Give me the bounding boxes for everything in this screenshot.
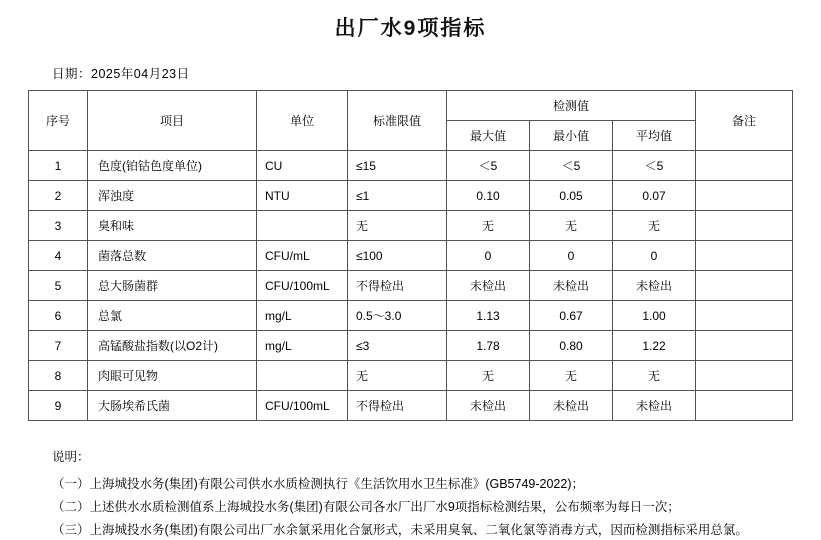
- cell-limit: 不得检出: [348, 391, 447, 421]
- table-row: [29, 151, 793, 181]
- notes-section: [52, 447, 821, 540]
- cell-unit: mg/L: [257, 331, 348, 361]
- cell-min: 0.05: [530, 181, 613, 211]
- table-row: [29, 181, 793, 211]
- note-line: （二）上述供水水质检测值系上海城投水务(集团)有限公司各水厂出厂水9项指标检测结果，公布频率为每日一次；: [52, 500, 680, 514]
- cell-remark: [696, 271, 793, 301]
- cell-remark: [696, 241, 793, 271]
- cell-min: 未检出: [530, 271, 613, 301]
- cell-limit: 不得检出: [348, 271, 447, 301]
- cell-remark: [696, 361, 793, 391]
- cell-min: 无: [530, 361, 613, 391]
- cell-max: 1.13: [447, 301, 530, 331]
- report-date: 日期：2025年04月23日: [52, 67, 190, 81]
- cell-avg: 1.00: [613, 301, 696, 331]
- cell-limit: 无: [348, 361, 447, 391]
- cell-max: 0.10: [447, 181, 530, 211]
- header-limit: 标准限值: [348, 91, 447, 151]
- cell-item: 高锰酸盐指数(以O2计): [88, 331, 257, 361]
- cell-remark: [696, 301, 793, 331]
- cell-no: 2: [29, 181, 88, 211]
- cell-avg: 无: [613, 211, 696, 241]
- cell-min: 0: [530, 241, 613, 271]
- cell-remark: [696, 331, 793, 361]
- notes-title: 说明：: [52, 450, 90, 464]
- cell-unit: CFU/100mL: [257, 391, 348, 421]
- header-detected-value: 检测值: [447, 91, 696, 121]
- cell-no: 7: [29, 331, 88, 361]
- cell-unit: CFU/mL: [257, 241, 348, 271]
- table-row: [29, 331, 793, 361]
- cell-item: 肉眼可见物: [88, 361, 257, 391]
- header-no: 序号: [29, 91, 88, 151]
- cell-unit: [257, 211, 348, 241]
- cell-avg: 0: [613, 241, 696, 271]
- table-body: [29, 151, 793, 421]
- cell-no: 5: [29, 271, 88, 301]
- cell-min: 无: [530, 211, 613, 241]
- cell-avg: 未检出: [613, 391, 696, 421]
- cell-avg: ＜5: [613, 151, 696, 181]
- cell-max: ＜5: [447, 151, 530, 181]
- cell-limit: ≤15: [348, 151, 447, 181]
- cell-unit: CFU/100mL: [257, 271, 348, 301]
- cell-limit: ≤3: [348, 331, 447, 361]
- cell-avg: 无: [613, 361, 696, 391]
- cell-item: 臭和味: [88, 211, 257, 241]
- cell-max: 未检出: [447, 391, 530, 421]
- cell-min: 0.67: [530, 301, 613, 331]
- cell-unit: NTU: [257, 181, 348, 211]
- water-quality-table: [28, 90, 793, 421]
- cell-max: 0: [447, 241, 530, 271]
- cell-item: 总大肠菌群: [88, 271, 257, 301]
- note-line: （三）上海城投水务(集团)有限公司出厂水余氯采用化合氯形式，未采用臭氧、二氧化氯等消毒方式，因而检测指标采用总氯。: [52, 523, 748, 537]
- cell-min: 0.80: [530, 331, 613, 361]
- cell-item: 菌落总数: [88, 241, 257, 271]
- page-title: 出厂水9项指标: [334, 17, 487, 40]
- cell-remark: [696, 151, 793, 181]
- header-max: 最大值: [447, 121, 530, 151]
- cell-remark: [696, 211, 793, 241]
- table-row: [29, 301, 793, 331]
- cell-no: 6: [29, 301, 88, 331]
- header-remark: 备注: [696, 91, 793, 151]
- cell-item: 浑浊度: [88, 181, 257, 211]
- cell-item: 色度(铂钴色度单位): [88, 151, 257, 181]
- table-row: [29, 391, 793, 421]
- cell-remark: [696, 391, 793, 421]
- cell-limit: ≤100: [348, 241, 447, 271]
- cell-limit: 无: [348, 211, 447, 241]
- header-unit: 单位: [257, 91, 348, 151]
- table-row: [29, 361, 793, 391]
- cell-no: 8: [29, 361, 88, 391]
- cell-limit: 0.5～3.0: [348, 301, 447, 331]
- cell-no: 4: [29, 241, 88, 271]
- cell-avg: 0.07: [613, 181, 696, 211]
- table-row: [29, 211, 793, 241]
- cell-max: 1.78: [447, 331, 530, 361]
- cell-remark: [696, 181, 793, 211]
- cell-max: 未检出: [447, 271, 530, 301]
- cell-no: 3: [29, 211, 88, 241]
- cell-unit: [257, 361, 348, 391]
- cell-avg: 1.22: [613, 331, 696, 361]
- cell-min: 未检出: [530, 391, 613, 421]
- cell-max: 无: [447, 361, 530, 391]
- table-row: [29, 271, 793, 301]
- note-line: （一）上海城投水务(集团)有限公司供水水质检测执行《生活饮用水卫生标准》(GB5749-2022)；: [52, 477, 584, 491]
- cell-max: 无: [447, 211, 530, 241]
- cell-no: 9: [29, 391, 88, 421]
- cell-item: 大肠埃希氏菌: [88, 391, 257, 421]
- cell-no: 1: [29, 151, 88, 181]
- header-item: 项目: [88, 91, 257, 151]
- table-header-row: [29, 91, 793, 121]
- table-row: [29, 241, 793, 271]
- cell-unit: CU: [257, 151, 348, 181]
- cell-min: ＜5: [530, 151, 613, 181]
- cell-avg: 未检出: [613, 271, 696, 301]
- cell-item: 总氯: [88, 301, 257, 331]
- header-min: 最小值: [530, 121, 613, 151]
- cell-unit: mg/L: [257, 301, 348, 331]
- cell-limit: ≤1: [348, 181, 447, 211]
- header-avg: 平均值: [613, 121, 696, 151]
